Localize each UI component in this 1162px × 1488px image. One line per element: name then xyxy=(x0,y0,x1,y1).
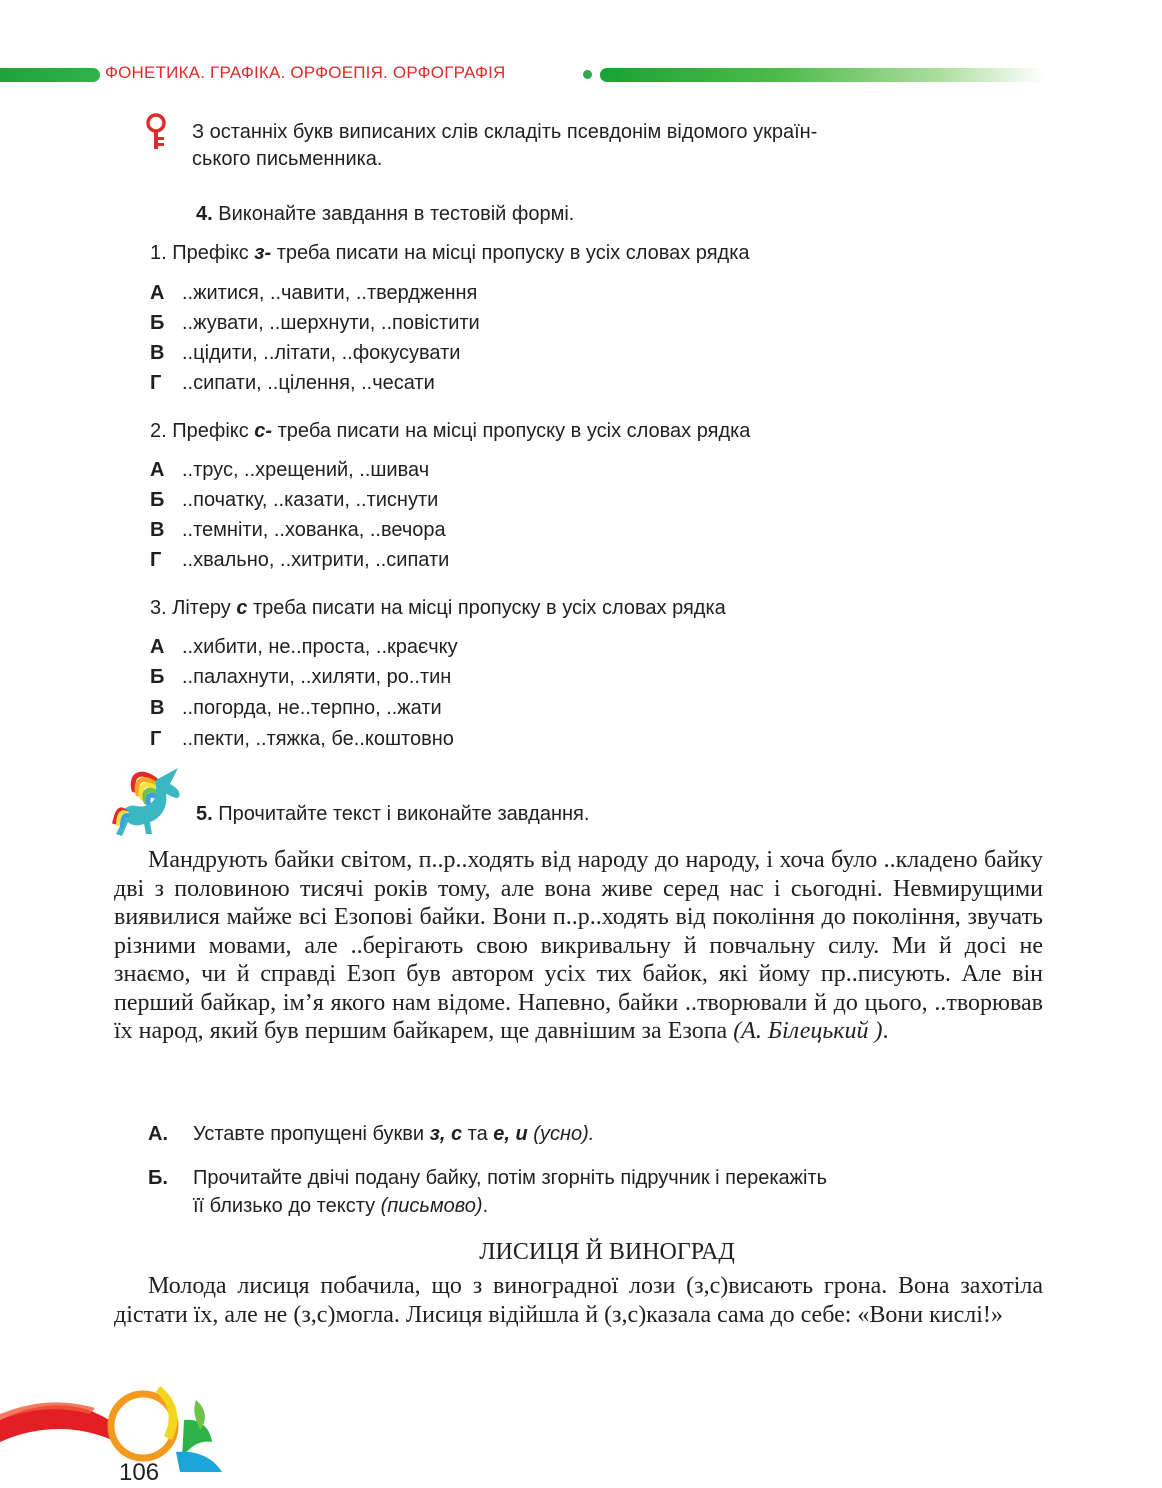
question-1-post: треба писати на місці пропуску в усіх словах рядка xyxy=(271,242,750,264)
question-3-option-v xyxy=(150,693,442,723)
question-2 xyxy=(150,416,750,446)
key-task-line1: З останніх букв виписаних слів складіть псевдонім відомого україн- xyxy=(192,121,818,143)
option-letter: А xyxy=(150,636,165,658)
header-bar-right xyxy=(600,68,1045,82)
option-letter: Г xyxy=(150,549,162,571)
sub-b-line2-italic: (письмово) xyxy=(380,1195,483,1217)
question-1-option-a xyxy=(150,278,477,308)
question-2-pre: 2. Префікс xyxy=(150,420,255,442)
option-letter: В xyxy=(150,697,165,719)
task5-heading xyxy=(196,799,589,829)
task5-text xyxy=(114,846,1043,1046)
option-letter: А xyxy=(150,282,165,304)
task5-title: Прочитайте текст і виконайте завдання. xyxy=(218,803,590,825)
task5-text-body: Мандрують байки світом, п..р..ходять від народу до народу, і хоча було ..кладено байку дві з половиною тисячі років тому, але вона живе серед нас і сьогодні. Невмирущими виявилися майже всі Езопові байки. Вони п..р..ходять від покоління до покоління, звучать різними мовами, але ..берігають свою викривальну й повчальну силу. Ми й досі не знаємо, чи й справді Езоп був автором усіх тих байок, які йому пр..писують. Але він перший байкар, ім’я якого нам відоме. Напевно, байки ..творювали й до цього, ..творював їх народ, який був першим байкарем, ще давнішим за Езопа xyxy=(114,847,1043,1044)
question-1-prefix: з- xyxy=(254,242,272,264)
sub-b-letter: Б. xyxy=(148,1167,168,1189)
question-2-post: треба писати на місці пропуску в усіх словах рядка xyxy=(272,420,751,442)
question-1-option-v xyxy=(150,338,460,368)
sub-a-mid: та xyxy=(462,1123,494,1145)
task4-title: Виконайте завдання в тестовій формі. xyxy=(218,203,575,225)
option-text: ..цідити, ..літати, ..фокусувати xyxy=(182,342,461,364)
question-1-pre: 1. Префікс xyxy=(150,242,255,264)
header-dot xyxy=(583,70,592,79)
option-text: ..жувати, ..шерхнути, ..повістити xyxy=(182,312,480,334)
story-title: ЛИСИЦЯ Й ВИНОГРАД xyxy=(479,1239,735,1265)
option-text: ..погорда, не..терпно, ..жати xyxy=(182,697,442,719)
sub-a-letters-1: з, с xyxy=(429,1123,463,1145)
option-letter: В xyxy=(150,342,165,364)
question-3-option-g xyxy=(150,724,454,754)
option-text: ..хвально, ..хитрити, ..сипати xyxy=(182,549,450,571)
question-3-post: треба писати на місці пропуску в усіх словах рядка xyxy=(247,597,726,619)
option-letter: Б xyxy=(150,666,165,688)
question-1-option-b xyxy=(150,308,480,338)
sub-b-line2-pre: її близько до тексту xyxy=(193,1195,381,1217)
option-letter: Г xyxy=(150,372,162,394)
question-3-letter: с xyxy=(236,597,248,619)
question-1-option-g xyxy=(150,368,435,398)
story-text: Молода лисиця побачила, що з виноградної лози (з,с)висають грона. Вона захотіла дістати їх, але не (з,с)могла. Лисиця відійшла й (з,с)казала сама до себе: «Вони кислі!» xyxy=(114,1273,1043,1328)
option-letter: В xyxy=(150,519,165,541)
sub-b-line1: Прочитайте двічі подану байку, потім згорніть підручник і перекажіть xyxy=(193,1167,828,1189)
header-bar-left xyxy=(0,68,100,82)
question-3 xyxy=(150,593,726,623)
question-1 xyxy=(150,238,750,268)
option-text: ..початку, ..казати, ..тиснути xyxy=(182,489,439,511)
option-text: ..темніти, ..хованка, ..вечора xyxy=(182,519,446,541)
option-text: ..житися, ..чавити, ..твердження xyxy=(182,282,478,304)
key-icon xyxy=(144,113,172,151)
option-text: ..хибити, не..проста, ..краєчку xyxy=(182,636,458,658)
question-3-pre: 3. Літеру xyxy=(150,597,237,619)
task4-number: 4. xyxy=(196,203,213,225)
option-letter: А xyxy=(150,459,165,481)
option-letter: Б xyxy=(150,489,165,511)
option-text: ..трус, ..хрещений, ..шивач xyxy=(182,459,430,481)
question-3-option-b xyxy=(150,662,451,692)
question-2-prefix: с- xyxy=(254,420,273,442)
option-text: ..палахнути, ..хиляти, ро..тин xyxy=(182,666,452,688)
task5-number: 5. xyxy=(196,803,213,825)
unicorn-icon xyxy=(112,764,196,848)
sub-a-letter: А. xyxy=(148,1123,168,1145)
task5-sub-a xyxy=(148,1119,594,1149)
question-2-option-g xyxy=(150,545,449,575)
sub-a-post: (усно). xyxy=(527,1123,595,1145)
task4-heading xyxy=(196,199,574,229)
option-text: ..пекти, ..тяжка, бе..коштовно xyxy=(182,728,454,750)
page-number: 106 xyxy=(119,1459,160,1486)
question-2-option-v xyxy=(150,515,446,545)
option-letter: Б xyxy=(150,312,165,334)
task5-sub-b xyxy=(148,1163,827,1193)
sub-a-letters-2: е, и xyxy=(493,1123,528,1145)
sub-a-pre: Уставте пропущені букви xyxy=(193,1123,430,1145)
option-letter: Г xyxy=(150,728,162,750)
key-task-line2: ського письменника. xyxy=(192,148,383,170)
option-text: ..сипати, ..цілення, ..чесати xyxy=(182,372,435,394)
task5-author: (А. Білецький ) xyxy=(733,1018,883,1044)
chapter-title: ФОНЕТИКА. ГРАФІКА. ОРФОЕПІЯ. ОРФОГРАФІЯ xyxy=(105,63,506,82)
sub-b-line2-post: . xyxy=(482,1195,489,1217)
task5-sub-b-line2 xyxy=(193,1191,488,1221)
question-2-option-b xyxy=(150,485,438,515)
question-3-option-a xyxy=(150,632,458,662)
question-2-option-a xyxy=(150,455,429,485)
task5-text-end: . xyxy=(882,1018,889,1044)
